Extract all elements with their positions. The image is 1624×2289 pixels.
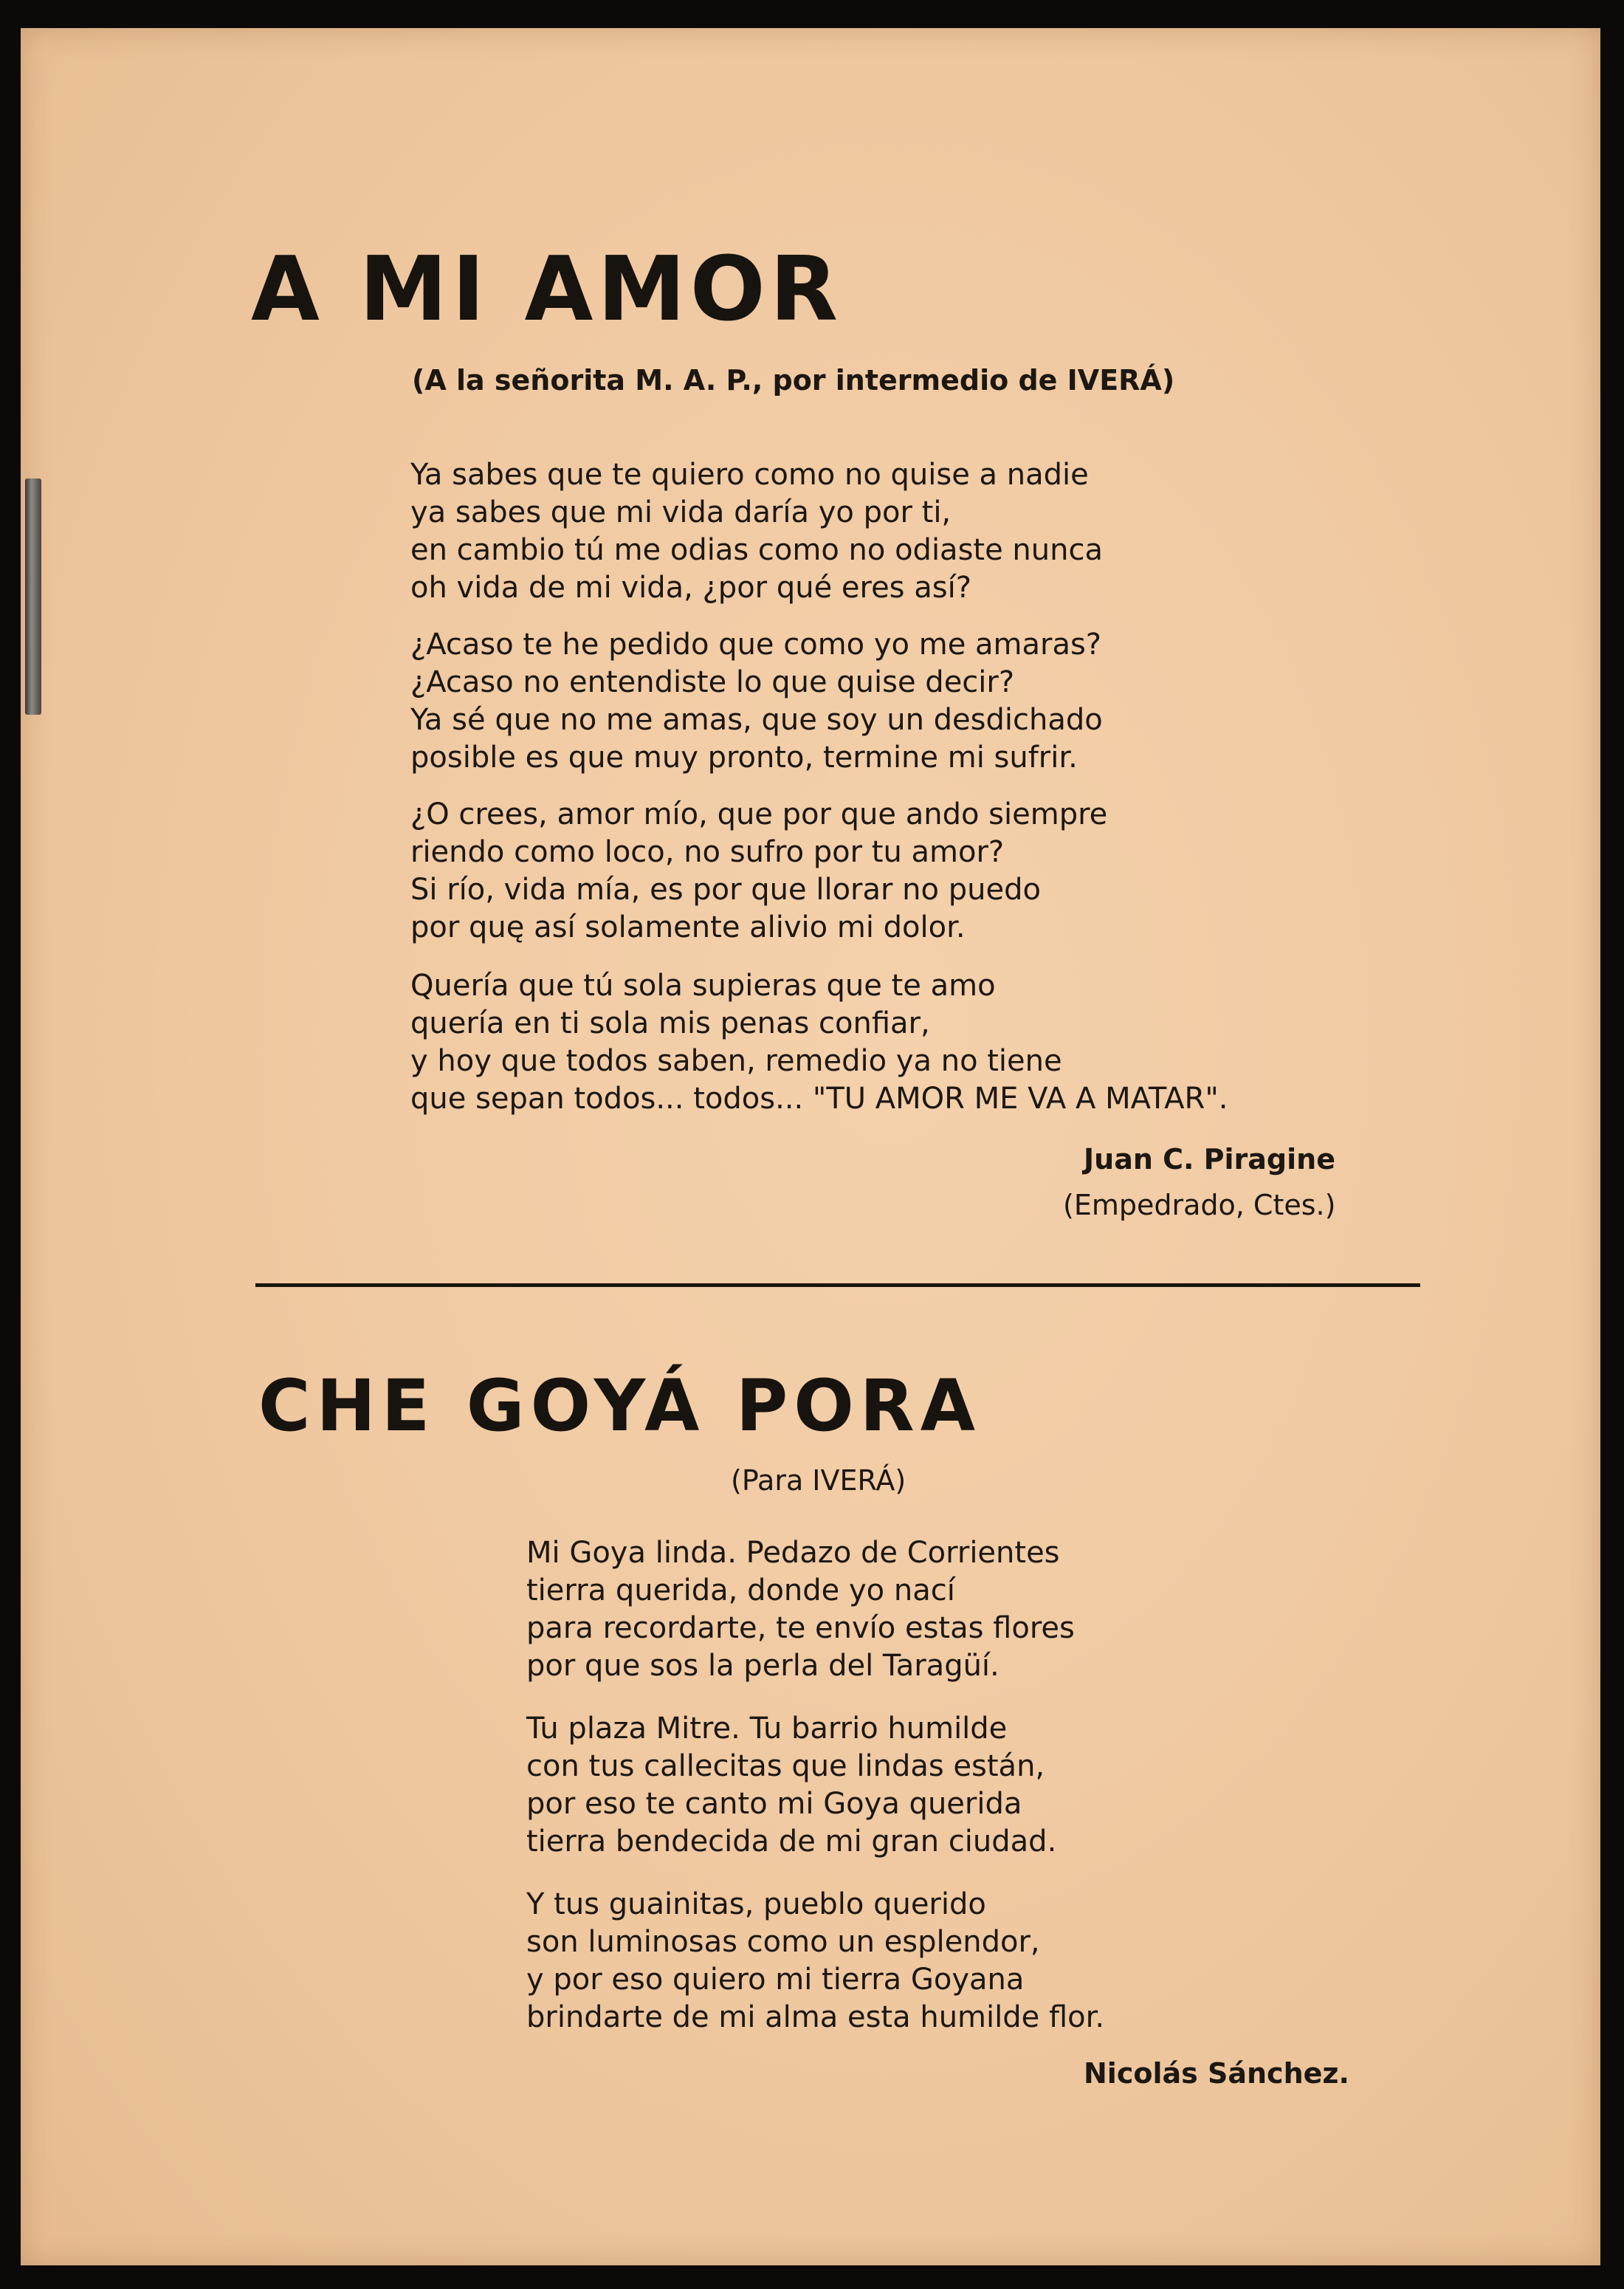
poem1-stanza-4	[410, 967, 1228, 1118]
verse-line: con tus callecitas que lindas están,	[526, 1749, 1045, 1783]
verse-line: Ya sabes que te quiero como no quise a nadie	[410, 458, 1089, 492]
section-divider	[255, 1283, 1420, 1287]
verse-line: quería en ti sola mis penas confiar,	[410, 1006, 930, 1040]
verse-line: riendo como loco, no sufro por tu amor?	[410, 835, 1005, 869]
verse-line: Quería que tú sola supieras que te amo	[410, 969, 996, 1003]
poem2-stanza-1	[526, 1534, 1075, 1685]
verse-line: Mi Goya linda. Pedazo de Corrientes	[526, 1536, 1060, 1570]
poem1-dedication: (A la señorita M. A. P., por intermedio de IVERÁ)	[412, 364, 1175, 397]
verse-line: ya sabes que mi vida daría yo por ti,	[410, 495, 952, 529]
verse-line: oh vida de mi vida, ¿por qué eres así?	[410, 571, 971, 605]
verse-line: Si río, vida mía, es por que llorar no puedo	[410, 873, 1041, 907]
verse-line: y hoy que todos saben, remedio ya no tiene	[410, 1044, 1062, 1078]
verse-line: ¿Acaso no entendiste lo que quise decir?	[410, 665, 1015, 699]
poem1-stanza-2	[410, 626, 1103, 777]
poem2-dedication: (Para IVERÁ)	[731, 1464, 906, 1497]
verse-line: por quę así solamente alivio mi dolor.	[410, 910, 966, 944]
verse-line: Y tus guainitas, pueblo querido	[526, 1887, 986, 1921]
verse-line: tierra querida, donde yo nací	[526, 1574, 955, 1607]
poem2-title: CHE GOYÁ PORA	[258, 1365, 982, 1447]
verse-line: para recordarte, te envío estas flores	[526, 1611, 1075, 1645]
verse-line: por eso te canto mi Goya querida	[526, 1787, 1022, 1821]
verse-line: por que sos la perla del Taragüí.	[526, 1649, 999, 1683]
poem2-author: Nicolás Sánchez.	[1084, 2057, 1349, 2090]
poem1-author: Juan C. Piragine	[1084, 1143, 1335, 1176]
poem1-title: A MI AMOR	[251, 238, 843, 341]
verse-line: son luminosas como un esplendor,	[526, 1925, 1040, 1959]
poem2-stanza-2	[526, 1710, 1056, 1861]
verse-line: Tu plaza Mitre. Tu barrio humilde	[526, 1712, 1008, 1746]
verse-line: Ya sé que no me amas, que soy un desdichado	[410, 703, 1103, 737]
poem1-stanza-3	[410, 796, 1107, 947]
verse-line: ¿Acaso te he pedido que como yo me amaras?	[410, 628, 1102, 662]
verse-line: ¿O crees, amor mío, que por que ando siempre	[410, 797, 1108, 831]
verse-line: posible es que muy pronto, termine mi sufrir.	[410, 741, 1078, 775]
verse-line: y por eso quiero mi tierra Goyana	[526, 1963, 1025, 1997]
page	[21, 28, 1600, 2265]
verse-line: brindarte de mi alma esta humilde flor.	[526, 2000, 1105, 2034]
poem2-stanza-3	[526, 1886, 1104, 2036]
verse-line: en cambio tú me odias como no odiaste nunca	[410, 533, 1103, 567]
verse-line: que sepan todos... todos... "TU AMOR ME VA A MATAR".	[410, 1082, 1228, 1116]
poem1-stanza-1	[410, 456, 1103, 607]
binding-staple	[25, 478, 41, 715]
verse-line: tierra bendecida de mi gran ciudad.	[526, 1825, 1057, 1859]
poem1-place: (Empedrado, Ctes.)	[1063, 1189, 1336, 1221]
